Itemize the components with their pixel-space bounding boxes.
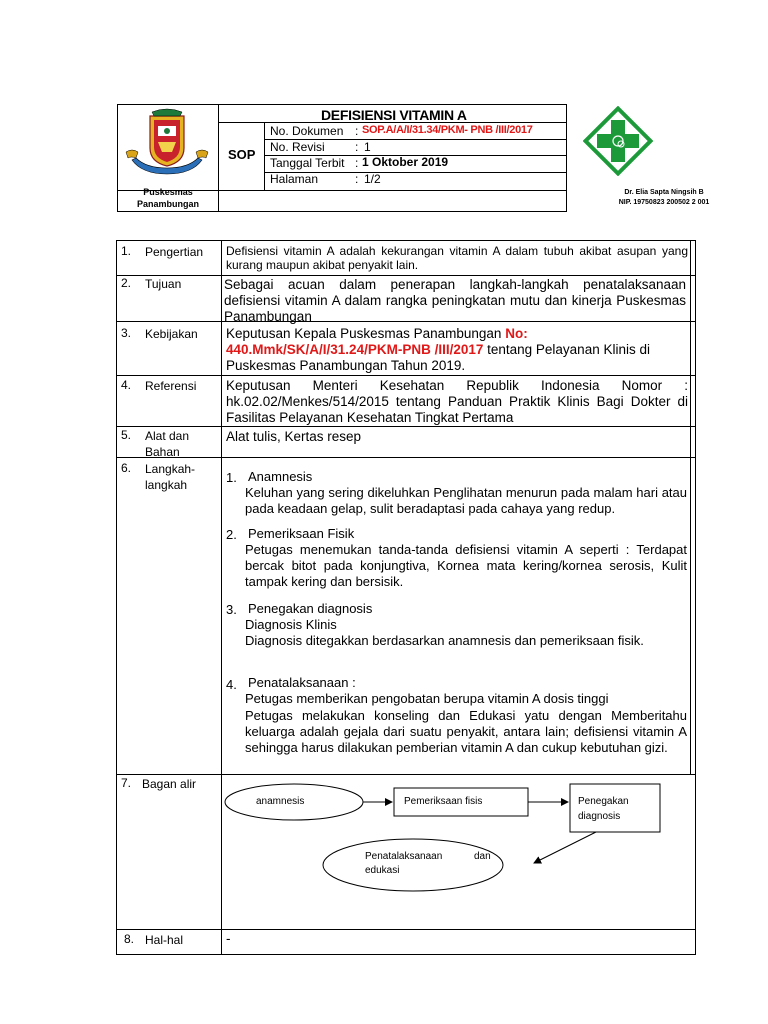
field-label-tanggal-terbit: Tanggal Terbit [270, 156, 345, 170]
row-number: 4. [121, 378, 132, 392]
step-body-pemeriksaan-fisik: Petugas menemukan tanda-tanda defisiensi vitamin A seperti : Terdapat bercak bitot pada konjungtiva, Kornea mata kering/kornea serosis, Kulit tampak kering dan bersisik. [245, 542, 687, 589]
flow-label-edukasi: edukasi [365, 865, 400, 876]
row-number: 2. [121, 276, 132, 290]
organization-name: Puskesmas Panambungan [136, 187, 199, 209]
step-number: 4. [226, 677, 237, 692]
row-label-tujuan: Tujuan [145, 277, 182, 291]
step-body-konseling: Petugas melakukan konseling dan Edukasi yatu dengan Memberitahu keluarga adalah gejala dari suatu penyakit, antara lain; defisiensi vitamin A sehingga harus dilakukan pemberian vitamin A dan cukup kebutuhan gizi. [245, 708, 687, 755]
row-label-pengertian: Pengertian [145, 245, 204, 259]
step-body-pengobatan: Petugas memberikan pengobatan berupa vitamin A dosis tinggi [245, 691, 609, 706]
row-label-referensi: Referensi [145, 379, 197, 393]
row-number: 7. [121, 776, 132, 790]
flow-label-penegakan: Penegakan diagnosis [578, 796, 629, 822]
flow-label-pemeriksaan: Pemeriksaan fisis [404, 796, 483, 807]
row-label-langkah: Langkah- langkah [145, 462, 196, 492]
row-text-referensi: Keputusan Menteri Kesehatan Republik Indonesia Nomor : hk.02.02/Menkes/514/2015 tentang Panduan Praktik Klinis Bagi Dokter di Fasilitas Pelayanan Kesehatan Tingkat Pertama [226, 378, 688, 425]
row-text-pengertian: Defisiensi vitamin A adalah kekurangan vitamin A dalam tubuh akibat asupan yang kurang maupun akibat penyakit lain. [226, 244, 688, 272]
step-number: 3. [226, 602, 237, 617]
field-separator: : [355, 140, 359, 154]
field-label-no-dokumen: No. Dokumen [270, 124, 344, 138]
flow-arrow [534, 832, 596, 863]
step-title-penatalaksanaan: Penatalaksanaan : [248, 675, 356, 690]
decree-number: No: 440.Mmk/SK/A/I/31.24/PKM-PNB /III/2017 [226, 326, 528, 357]
puskesmas-cross-logo [583, 106, 653, 176]
step-number: 2. [226, 527, 237, 542]
field-value-halaman: 1/2 [364, 172, 381, 186]
row-number: 5. [121, 428, 132, 442]
field-value-tanggal-terbit: 1 Oktober 2019 [362, 155, 449, 169]
row-number: 6. [121, 461, 132, 475]
regional-emblem-logo [122, 108, 212, 180]
row-text-hal-hal: - [226, 931, 231, 946]
document-title: DEFISIENSI VITAMIN A [321, 107, 467, 123]
row-text-alat-bahan: Alat tulis, Kertas resep [226, 429, 362, 444]
row-label-alat-bahan: Alat dan Bahan [145, 429, 190, 459]
row-number: 8. [124, 932, 135, 946]
flow-label-dan: dan [474, 851, 491, 862]
field-label-no-revisi: No. Revisi [270, 140, 325, 154]
step-title-anamnesis: Anamnesis [248, 469, 313, 484]
step-body-diagnosis-klinis: Diagnosis Klinis [245, 617, 337, 632]
flow-label-anamnesis: anamnesis [256, 796, 305, 807]
field-value-no-revisi: 1 [364, 140, 371, 154]
flow-node-penatalaksanaan [323, 839, 503, 891]
step-title-pemeriksaan-fisik: Pemeriksaan Fisik [248, 526, 355, 541]
row-number: 3. [121, 326, 132, 340]
field-label-halaman: Halaman [270, 172, 319, 186]
sop-label: SOP [228, 147, 256, 162]
row-label-bagan-alir: Bagan alir [142, 777, 197, 791]
step-title-penegakan-diagnosis: Penegakan diagnosis [248, 601, 373, 616]
field-separator: : [355, 124, 359, 138]
row-label-kebijakan: Kebijakan [145, 327, 198, 341]
signer-block: Dr. Elia Sapta Ningsih B NIP. 19750823 200502 2 001 [618, 189, 710, 206]
step-body-diagnosis-ditegakkan: Diagnosis ditegakkan berdasarkan anamnesis dan pemeriksaan fisik. [245, 633, 644, 648]
row-text-kebijakan: Keputusan Kepala Puskesmas Panambungan No: 440.Mmk/SK/A/I/31.24/PKM-PNB /III/2017 tentang Pelayanan Klinis di Puskesmas Panambungan Tahun 2019. [226, 326, 650, 373]
step-number: 1. [226, 470, 237, 485]
row-label-hal-hal: Hal-hal [145, 933, 184, 947]
field-value-no-dokumen: SOP.A/A/I/31.34/PKM- PNB /III/2017 [362, 124, 533, 136]
step-body-anamnesis: Keluhan yang sering dikeluhkan Penglihatan menurun pada malam hari atau pada keadaan gelap, sulit beradaptasi pada cahaya yang redup. [245, 485, 687, 516]
row-number: 1. [121, 244, 132, 258]
field-separator: : [355, 172, 359, 186]
field-separator: : [355, 156, 359, 170]
flow-label-penatalaksanaan: Penatalaksanaan [365, 851, 443, 862]
row-text-tujuan: Sebagai acuan dalam penerapan langkah-langkah penatalaksanaan defisiensi vitamin A dalam rangka peningkatan mutu dan kinerja Puskesmas Panambungan [224, 277, 686, 324]
